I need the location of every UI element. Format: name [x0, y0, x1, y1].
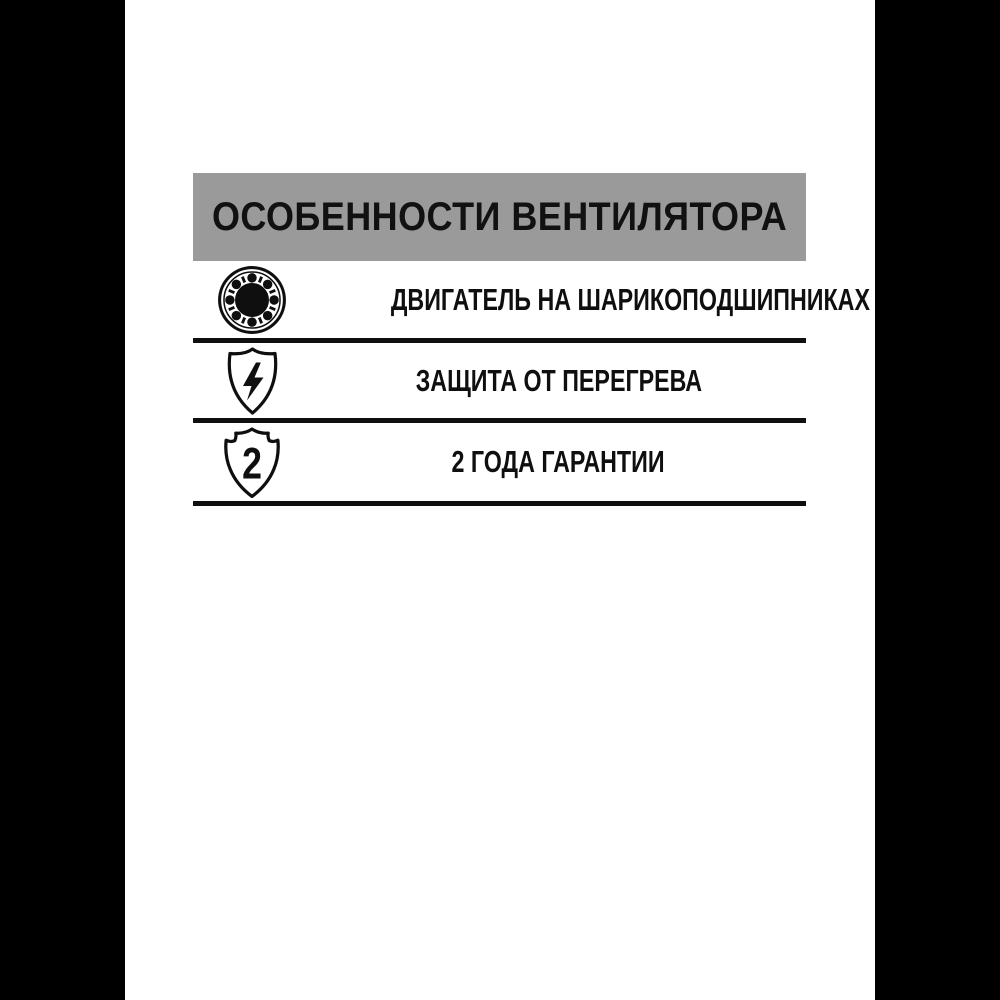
feature-row-bearings [193, 261, 870, 338]
shield-badge-number: 2 [242, 437, 262, 489]
right-black-pillar [875, 0, 1000, 1000]
left-black-pillar [0, 0, 125, 1000]
feature-label-bearings: ДВИГАТЕЛЬ НА ШАРИКОПОДШИПНИКАХ [390, 281, 870, 317]
feature-label-warranty: 2 ГОДА ГАРАНТИИ [451, 444, 666, 479]
ball-bearing-icon [193, 264, 311, 336]
page-title: ОСОБЕННОСТИ ВЕНТИЛЯТОРА [211, 194, 788, 239]
header-bar [193, 173, 806, 261]
feature-row-overheat [193, 343, 806, 418]
feature-row-warranty [193, 423, 806, 501]
divider-line [193, 501, 806, 506]
features-panel [193, 173, 870, 506]
infographic-canvas [125, 0, 875, 1000]
feature-label-overheat: ЗАЩИТА ОТ ПЕРЕГРЕВА [415, 362, 702, 398]
shield-number-icon [193, 426, 311, 499]
shield-lightning-icon [193, 346, 311, 416]
